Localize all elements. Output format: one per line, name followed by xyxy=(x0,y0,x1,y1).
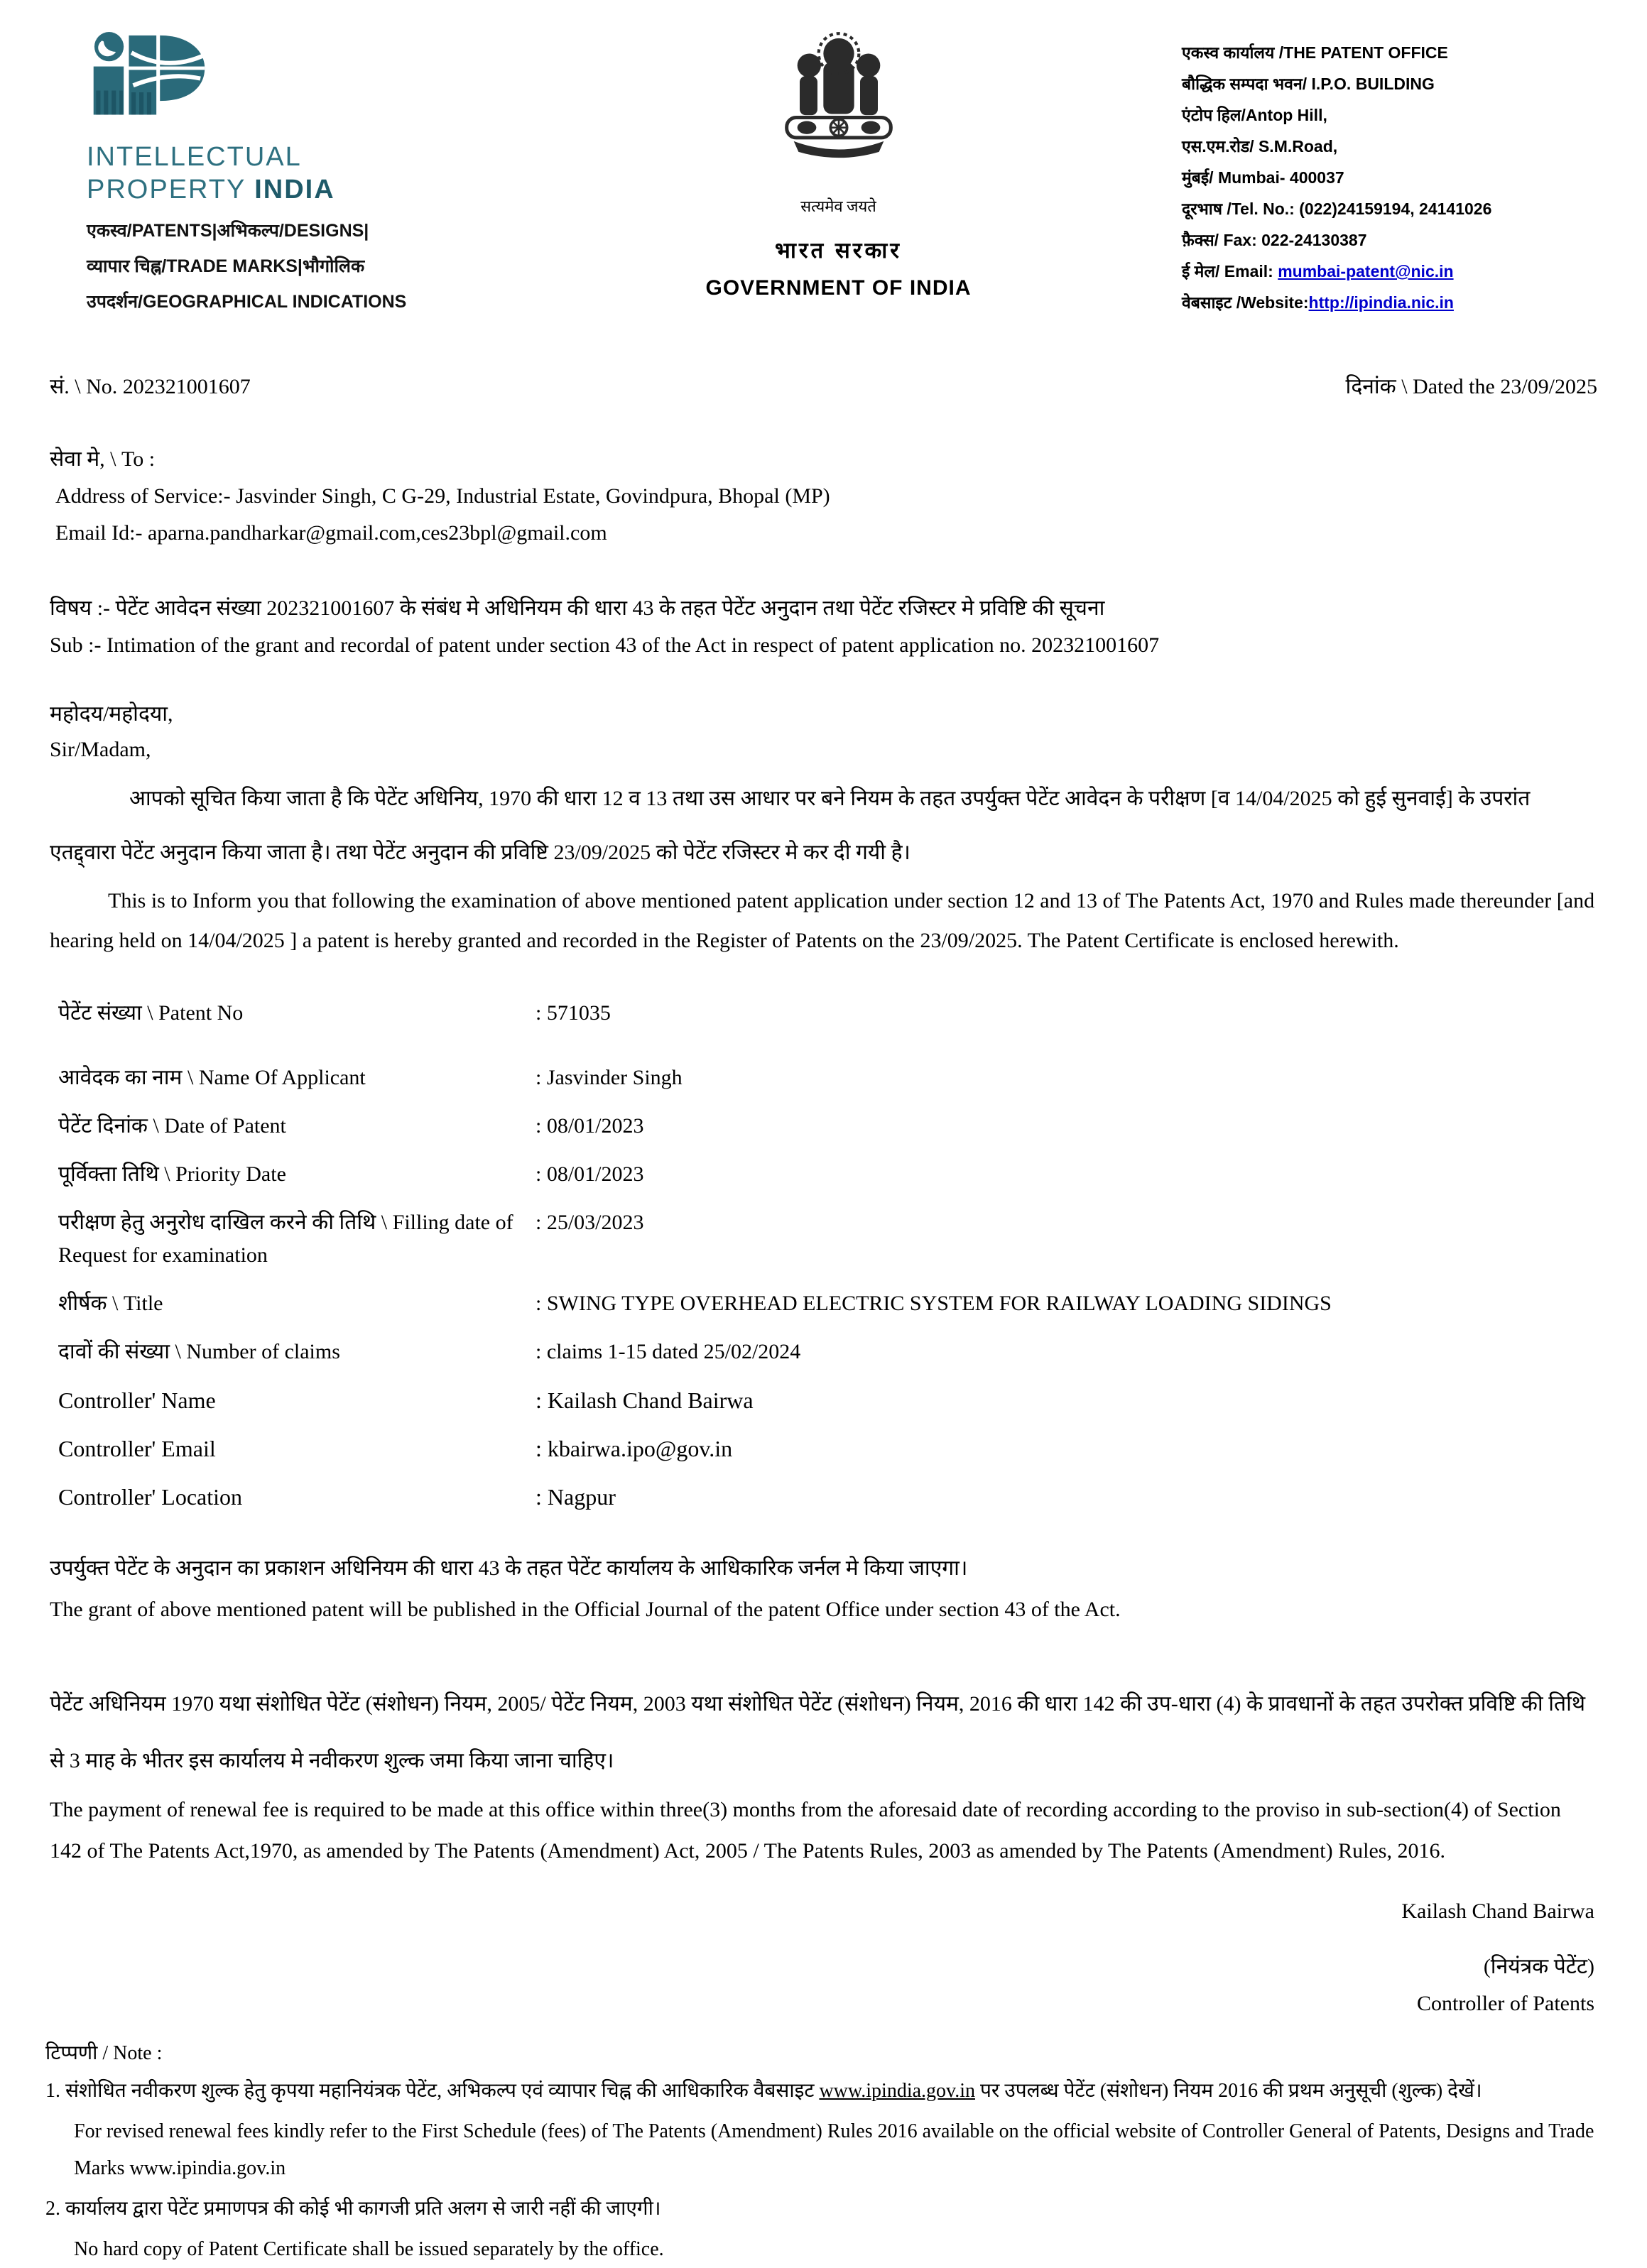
date-of-patent-value: 08/01/2023 xyxy=(546,1114,644,1138)
row-label: दावों की संख्या \ Number of claims xyxy=(58,1340,340,1363)
colon: : xyxy=(536,1114,542,1138)
publication-paragraph-english: The grant of above mentioned patent will be published in the Official Journal of the patent Office under section 43 of the Act. xyxy=(50,1598,1121,1621)
government-of-india-english: GOVERNMENT OF INDIA xyxy=(705,276,972,300)
colon: : xyxy=(536,1162,542,1186)
note-2-hindi: 2. कार्यालय द्वारा पेटेंट प्रमाणपत्र की कोई भी कागजी प्रति अलग से जारी नहीं की जाएगी। xyxy=(45,2198,661,2220)
note-1-english: For revised renewal fees kindly refer to the First Schedule (fees) of The Patents (Amendment) Rules 2016 available on the official website of Controller General of Patents, Designs and Trade Marks www.ipindia.gov.in xyxy=(74,2120,1594,2179)
controller-title-hindi: (नियंत्रक पेटेंट) xyxy=(1483,1955,1594,1978)
website-label: वेबसाइट /Website: xyxy=(1182,293,1309,312)
salutation-hindi: महोदय/महोदया, xyxy=(50,702,173,726)
colon: : xyxy=(536,1211,542,1234)
table-row xyxy=(50,1473,1597,1521)
row-label: शीर्षक \ Title xyxy=(58,1292,163,1315)
controller-location-value: Nagpur xyxy=(547,1484,616,1510)
row-label: पूर्विक्ता तिथि \ Priority Date xyxy=(58,1162,286,1186)
office-city-line: मुंबई/ Mumbai- 400037 xyxy=(1182,168,1344,187)
office-email-link[interactable]: mumbai-patent@nic.in xyxy=(1278,262,1454,280)
subject-block xyxy=(50,590,1597,664)
ipindia-gov-link[interactable]: www.ipindia.gov.in xyxy=(819,2080,976,2102)
reference-date-row xyxy=(50,371,1597,400)
priority-date-value: 08/01/2023 xyxy=(546,1162,644,1186)
table-row xyxy=(50,1328,1597,1376)
office-email-line xyxy=(1182,256,1597,287)
patent-office-contact-block xyxy=(1182,28,1597,318)
ashoka-emblem-icon xyxy=(768,28,910,189)
brand-india: INDIA xyxy=(254,175,335,205)
address-of-service: Address of Service:- Jasvinder Singh, C G-29, Industrial Estate, Govindpura, Bhopal (MP) xyxy=(55,484,830,508)
subject-hindi: विषय :- पेटेंट आवेदन संख्या 202321001607 के संबंध मे अधिनियम की धारा 43 के तहत पेटेंट अनुदान तथा पेटेंट रजिस्टर मे प्रविष्टि की सूचना xyxy=(50,596,1105,620)
row-label: Controller' Name xyxy=(58,1387,216,1413)
grant-paragraph-english: This is to Inform you that following the examination of above mentioned patent application under section 12 and 13 of The Patents Act, 1970 and Rules made thereunder [and hearing held on 14/04/2025 ] a patent is hereby granted and recorded in the Register of Patents on the 23/09/2025. The Patent Certificate is enclosed herewith. xyxy=(50,889,1595,952)
subject-english: Sub :- Intimation of the grant and recordal of patent under section 43 of the Act in respect of patent application no. 202321001607 xyxy=(50,633,1160,657)
to-label: सेवा मे, \ To : xyxy=(50,447,156,471)
colon: : xyxy=(536,1066,542,1089)
notes-section xyxy=(45,2038,1597,2268)
office-name-line: एकस्व कार्यालय /THE PATENT OFFICE xyxy=(1182,43,1448,62)
table-row xyxy=(50,989,1597,1054)
salutation-block xyxy=(50,697,1597,768)
letter-date: दिनांक \ Dated the 23/09/2025 xyxy=(1345,375,1597,398)
row-label: परीक्षण हेतु अनुरोध दाखिल करने की तिथि \ Filling date of Request for examination xyxy=(58,1211,513,1267)
signature-block xyxy=(50,1896,1597,2019)
brand-line-2: PROPERTY INDIA xyxy=(87,175,335,205)
services-line-2: व्यापार चिह्न/TRADE MARKS|भौगोलिक xyxy=(87,256,365,276)
ipindia-logo-icon xyxy=(87,28,495,132)
renewal-paragraph-english: The payment of renewal fee is required to be made at this office within three(3) months from the aforesaid date of recording according to the proviso in sub-section(4) of Section 142 of The Patents Act,1970, as amended by The Patents (Amendment) Act, 2005 / The Patents Rules, 2003 as amended by The Patents (Amendment) Rules, 2016. xyxy=(50,1798,1561,1863)
government-of-india-hindi: भारत सरकार xyxy=(775,238,902,263)
reference-number: सं. \ No. 202321001607 xyxy=(50,375,251,398)
letterhead xyxy=(50,28,1597,320)
note-2-english: No hard copy of Patent Certificate shall be issued separately by the office. xyxy=(74,2238,664,2260)
addressee-email: Email Id:- aparna.pandharkar@gmail.com,ces23bpl@gmail.com xyxy=(55,521,607,545)
salutation-english: Sir/Madam, xyxy=(50,738,151,761)
services-lines xyxy=(87,213,495,320)
publication-paragraph-hindi: उपर्युक्त पेटेंट के अनुदान का प्रकाशन अधिनियम की धारा 43 के तहत पेटेंट कार्यालय के आधिकारिक जर्नल मे किया जाएगा। xyxy=(50,1556,968,1580)
office-website-line xyxy=(1182,287,1597,318)
ipindia-logo-block xyxy=(50,28,495,320)
row-label: आवेदक का नाम \ Name Of Applicant xyxy=(58,1066,366,1089)
colon: : xyxy=(536,1436,542,1461)
office-area-line: एंटोप हिल/Antop Hill, xyxy=(1182,106,1327,124)
office-phone-line: दूरभाष /Tel. No.: (022)24159194, 24141026 xyxy=(1182,200,1492,218)
note-heading: टिप्पणी / Note : xyxy=(45,2042,163,2064)
office-building-line: बौद्धिक सम्पदा भवन/ I.P.O. BUILDING xyxy=(1182,75,1435,93)
row-label: Controller' Email xyxy=(58,1436,216,1461)
table-row xyxy=(50,1150,1597,1199)
applicant-name-value: Jasvinder Singh xyxy=(546,1066,683,1089)
services-line-1: एकस्व/PATENTS|अभिकल्प/DESIGNS| xyxy=(87,221,369,241)
controller-signature-name: Kailash Chand Bairwa xyxy=(1401,1899,1594,1923)
email-label: ई मेल/ Email: xyxy=(1182,262,1278,280)
table-row xyxy=(50,1376,1597,1424)
table-row xyxy=(50,1424,1597,1473)
addressee-block xyxy=(50,441,1597,552)
controller-title-english: Controller of Patents xyxy=(1417,1992,1594,2015)
patent-details-table xyxy=(50,989,1597,1521)
note-1-hindi: 1. संशोधित नवीकरण शुल्क हेतु कृपया महानियंत्रक पेटेंट, अभिकल्प एवं व्यापार चिह्न की आधिकारिक वैबसाइट www.ipindia.gov.in पर उपलब्ध पेटेंट (संशोधन) नियम 2016 की प्रथम अनुसूची (शुल्क) देखें। xyxy=(45,2080,1482,2102)
renewal-paragraph-hindi: पेटेंट अधिनियम 1970 यथा संशोधित पेटेंट (संशोधन) नियम, 2005/ पेटेंट नियम, 2003 यथा संशोधित पेटेंट (संशोधन) नियम, 2016 की धारा 142 की उप-धारा (4) के प्रावधानों के तहत उपरोक्त प्रविष्टि की तिथि से 3 माह के भीतर इस कार्यालय मे नवीकरण शुल्क जमा किया जाना चाहिए। xyxy=(50,1692,1586,1772)
grant-paragraph-hindi: आपको सूचित किया जाता है कि पेटेंट अधिनिय, 1970 की धारा 12 व 13 तथा उस आधार पर बने नियम के तहत उपर्युक्त पेटेंट आवेदन के परीक्षण [व 14/04/2025 को हुई सुनवाई] के उपरांत एतद्द्वारा पेटेंट अनुदान किया जाता है। तथा पेटेंट अनुदान की प्रविष्टि 23/09/2025 को पेटेंट रजिस्टर मे कर दी गयी है। xyxy=(50,787,1531,864)
office-website-link[interactable]: http://ipindia.nic.in xyxy=(1308,293,1454,312)
colon: : xyxy=(536,1484,542,1510)
table-row xyxy=(50,1054,1597,1102)
title-value: SWING TYPE OVERHEAD ELECTRIC SYSTEM FOR RAILWAY LOADING SIDINGS xyxy=(546,1292,1332,1315)
colon: : xyxy=(536,1387,542,1413)
patent-no-value: 571035 xyxy=(546,1001,611,1025)
national-emblem-block xyxy=(495,28,1182,300)
row-label: पेटेंट संख्या \ Patent No xyxy=(58,1001,244,1025)
rfe-filing-date-value: 25/03/2023 xyxy=(546,1211,644,1234)
colon: : xyxy=(536,1001,542,1025)
office-fax-line: फ़ैक्स/ Fax: 022-24130387 xyxy=(1182,231,1367,249)
brand-name xyxy=(87,141,495,206)
table-row xyxy=(50,1280,1597,1328)
emblem-motto: सत्यमेव जयते xyxy=(800,197,876,215)
brand-line-1: INTELLECTUAL xyxy=(87,142,302,172)
colon: : xyxy=(536,1292,542,1315)
table-row xyxy=(50,1102,1597,1150)
services-line-3: उपदर्शन/GEOGRAPHICAL INDICATIONS xyxy=(87,292,407,312)
controller-email-value: kbairwa.ipo@gov.in xyxy=(547,1436,733,1461)
office-road-line: एस.एम.रोड/ S.M.Road, xyxy=(1182,137,1338,156)
colon: : xyxy=(536,1340,542,1363)
controller-name-value: Kailash Chand Bairwa xyxy=(547,1387,754,1413)
row-label: Controller' Location xyxy=(58,1484,243,1510)
row-label: पेटेंट दिनांक \ Date of Patent xyxy=(58,1114,286,1138)
table-row xyxy=(50,1199,1597,1280)
claims-value: claims 1-15 dated 25/02/2024 xyxy=(546,1340,801,1363)
